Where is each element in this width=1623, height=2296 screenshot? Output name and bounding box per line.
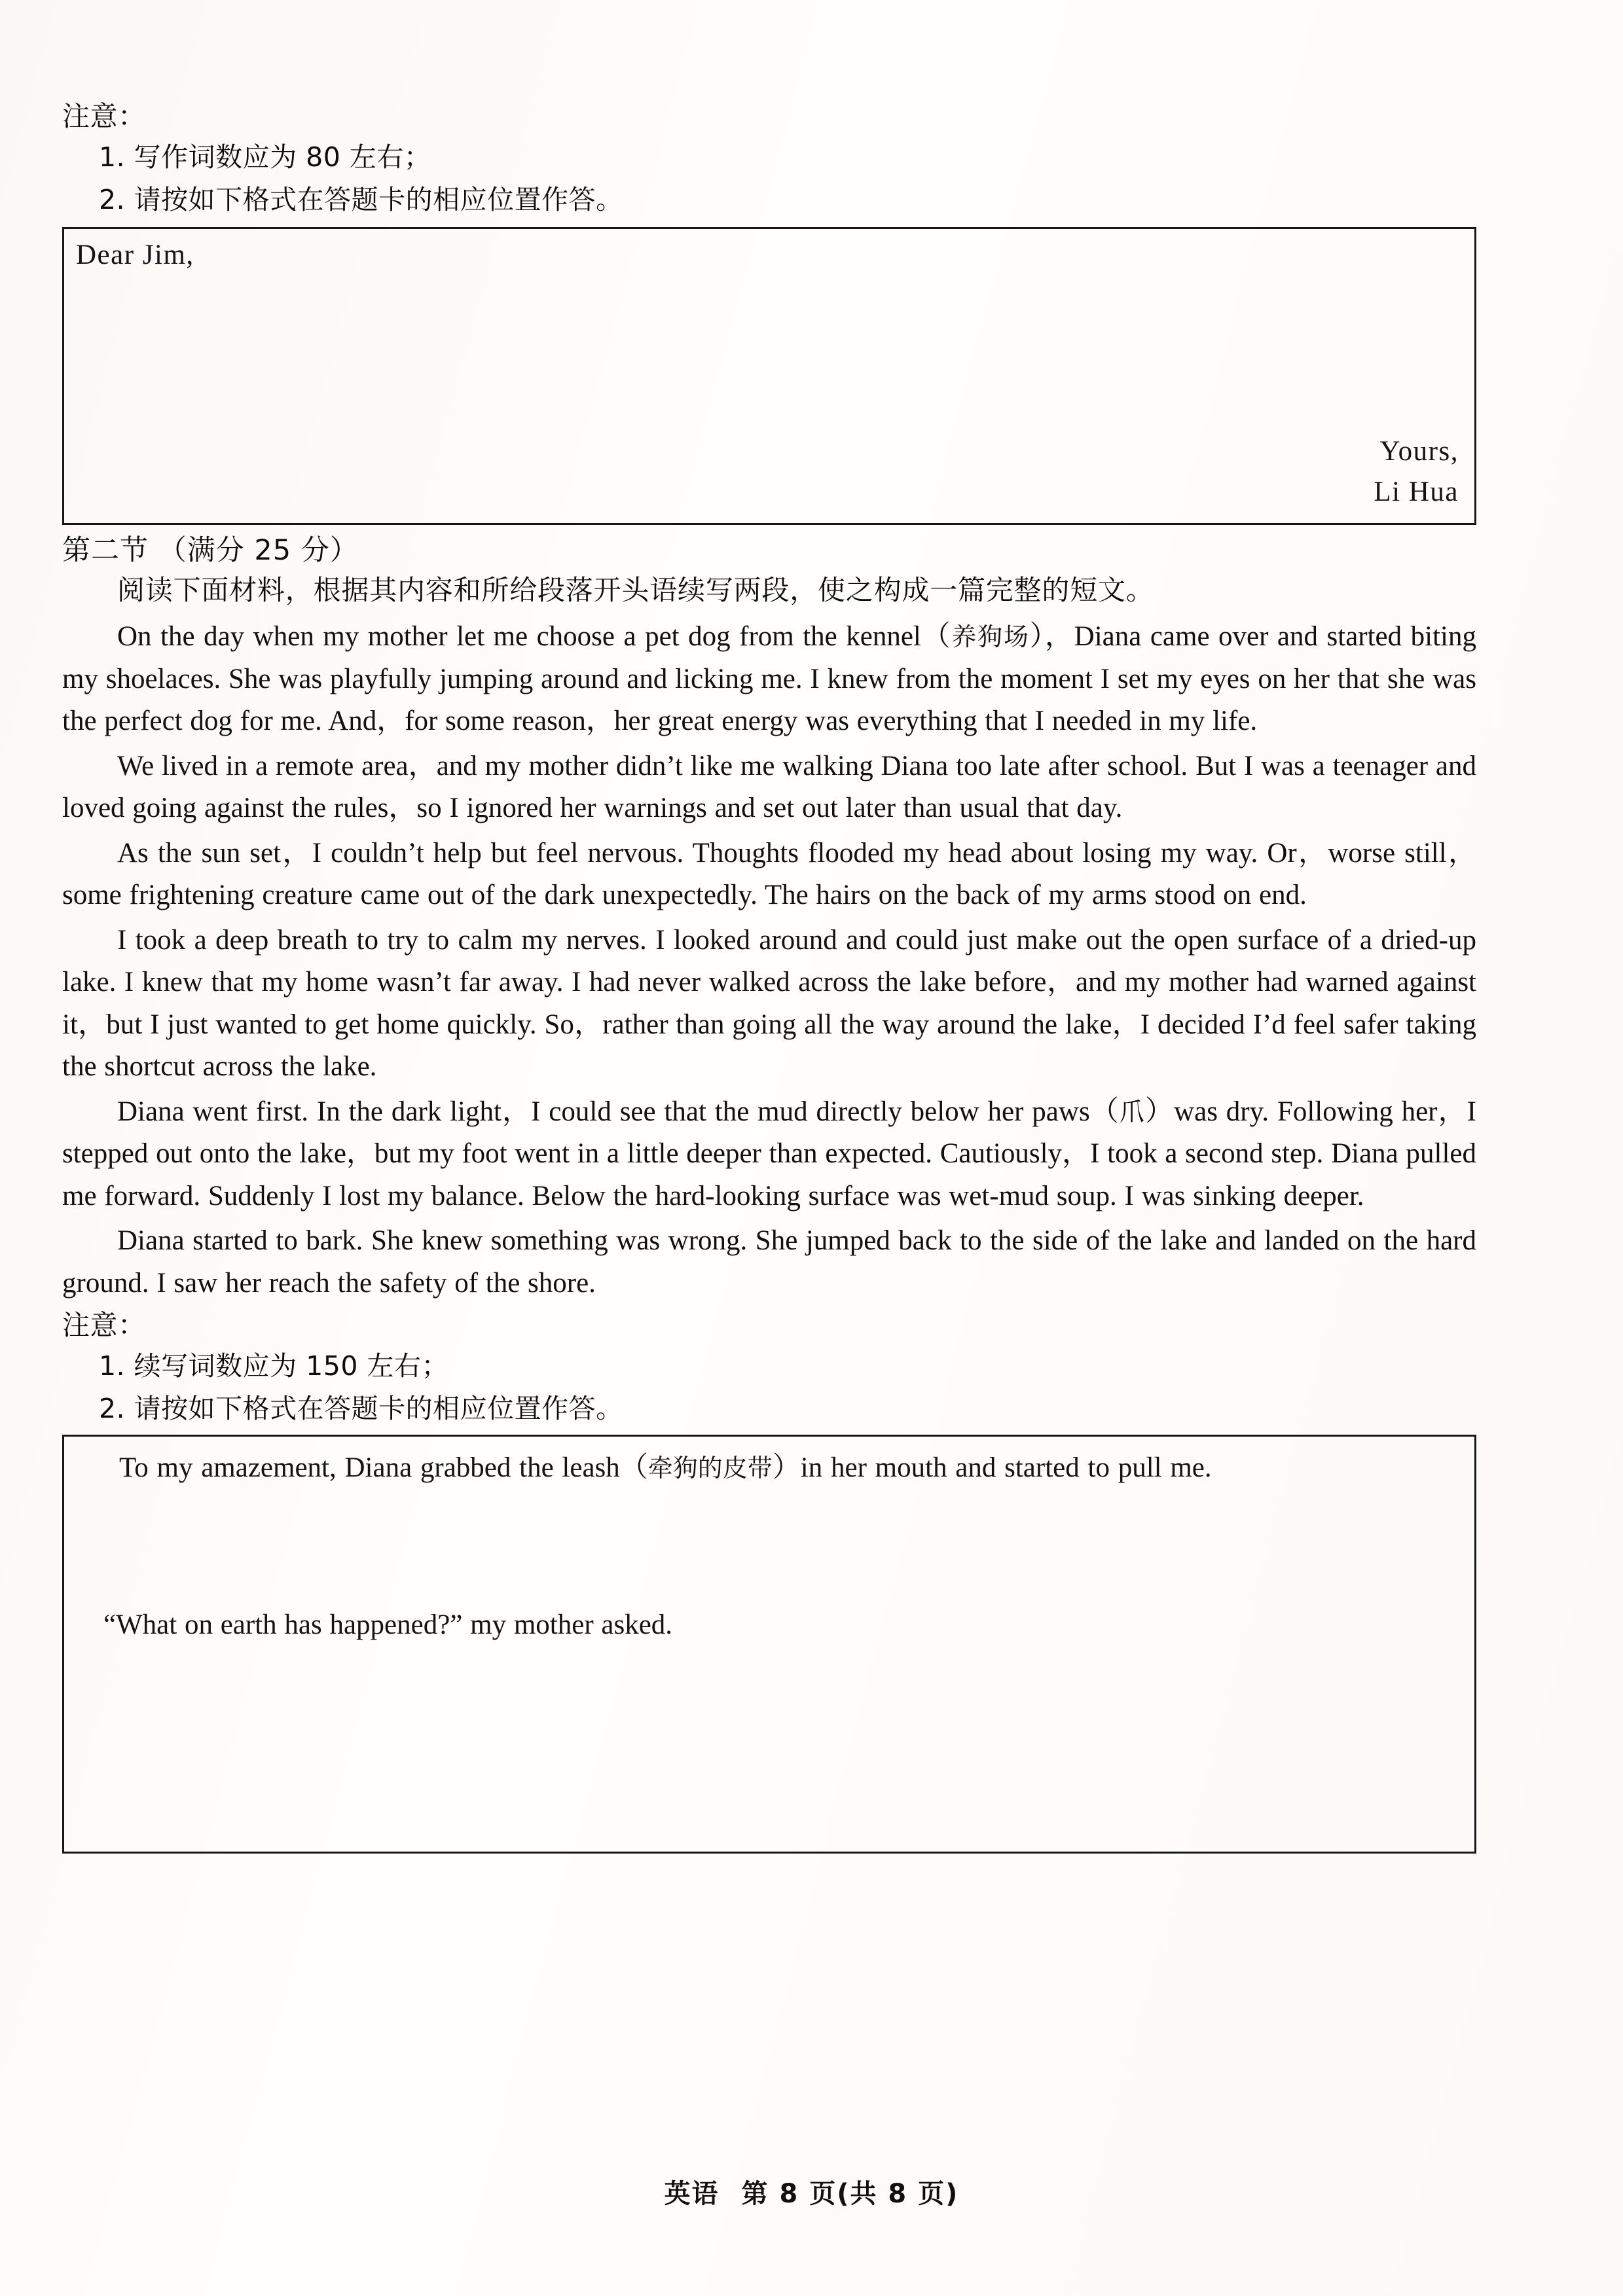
letter-answer-box[interactable] <box>62 227 1476 525</box>
passage-p5-gloss: 爪 <box>1119 1097 1145 1126</box>
notes-second-heading: 注意： <box>62 1309 146 1342</box>
notes-second-block <box>62 1307 1476 1427</box>
passage-p1-after-gloss: ），Diana came over and started biting my shoelaces. She was playfully jumping around and licking me. I knew from the moment I set my eyes on her that she was the perfect dog for me. And，for some reason，her great energy was everything that I needed in my life. <box>62 621 1476 737</box>
notes-first-item-2: 2. 请按如下格式在答题卡的相应位置作答。 <box>99 184 623 216</box>
notes-first-item-1: 1. 写作词数应为 80 左右； <box>99 141 431 173</box>
passage-paragraph-6: Diana started to bark. She knew something was wrong. She jumped back to the side of the lake and landed on the hard ground. I saw her reach the safety of the shore. <box>62 1225 1476 1299</box>
section-two-heading: 第二节 （满分 25 分） <box>62 534 359 567</box>
passage-p5-before-gloss: Diana went first. In the dark light，I could see that the mud directly below her paws（ <box>117 1096 1120 1127</box>
footer-subject: 英语 <box>664 2179 720 2209</box>
footer-page-label: 第 8 页(共 8 页) <box>741 2179 959 2209</box>
section-two-instruction: 阅读下面材料，根据其内容和所给段落开头语续写两段，使之构成一篇完整的短文。 <box>117 574 1154 607</box>
letter-signoff-name: Li Hua <box>1374 476 1459 508</box>
continuation-p1-after-gloss: ）in her mouth and started to pull me. <box>772 1452 1212 1484</box>
passage-paragraph-1 <box>62 616 1476 743</box>
passage-p1-before-gloss: On the day when my mother let me choose a pet dog from the kennel（ <box>117 621 952 653</box>
passage-p1-gloss: 养狗场 <box>951 622 1030 652</box>
passage-body <box>62 616 1476 1304</box>
page-footer <box>0 2173 1623 2210</box>
continuation-answer-box[interactable] <box>62 1435 1476 1854</box>
passage-paragraph-3: As the sun set，I couldn’t help but feel nervous. Thoughts flooded my head about losing my way. Or，worse still，some frightening creature came out of the dark unexpectedly. The hairs on the back of my arms stood on end. <box>62 837 1476 911</box>
passage-paragraph-5 <box>62 1091 1476 1218</box>
page-content <box>62 98 1476 1854</box>
letter-signoff <box>1374 431 1459 513</box>
continuation-paragraph-2: “What on earth has happened?” my mother asked. <box>103 1609 673 1640</box>
notes-second-item-2: 2. 请按如下格式在答题卡的相应位置作答。 <box>99 1393 623 1425</box>
passage-p5-after-gloss: ）was dry. Following her，I stepped out onto the lake，but my foot went in a little deeper than expected. Cautiously，I took a second step. Diana pulled me forward. Suddenly I lost my balance. Below the hard-looking surface was wet-mud soup. I was sinking deeper. <box>62 1096 1476 1211</box>
notes-first-heading: 注意： <box>62 100 146 132</box>
notes-first-block <box>62 98 1476 218</box>
letter-signoff-yours: Yours, <box>1379 435 1459 467</box>
continuation-p1-before-gloss: To my amazement, Diana grabbed the leash（ <box>119 1452 648 1484</box>
continuation-p1-gloss: 牵狗的皮带 <box>647 1454 773 1483</box>
passage-paragraph-2: We lived in a remote area，and my mother didn’t like me walking Diana too late after school. But I was a teenager and loved going against the rules，so I ignored her warnings and set out later than usual that day. <box>62 750 1476 824</box>
letter-salutation: Dear Jim, <box>76 240 194 271</box>
passage-paragraph-4: I took a deep breath to try to calm my nerves. I looked around and could just make out the open surface of a dried-up lake. I knew that my home wasn’t far away. I had never walked across the lake before，and my mother had warned against it，but I just wanted to get home quickly. So，rather than going all the way around the lake，I decided I’d feel safer taking the shortcut across the lake. <box>62 924 1476 1083</box>
continuation-paragraph-1 <box>77 1447 1460 1490</box>
notes-second-item-1: 1. 续写词数应为 150 左右； <box>99 1350 448 1382</box>
